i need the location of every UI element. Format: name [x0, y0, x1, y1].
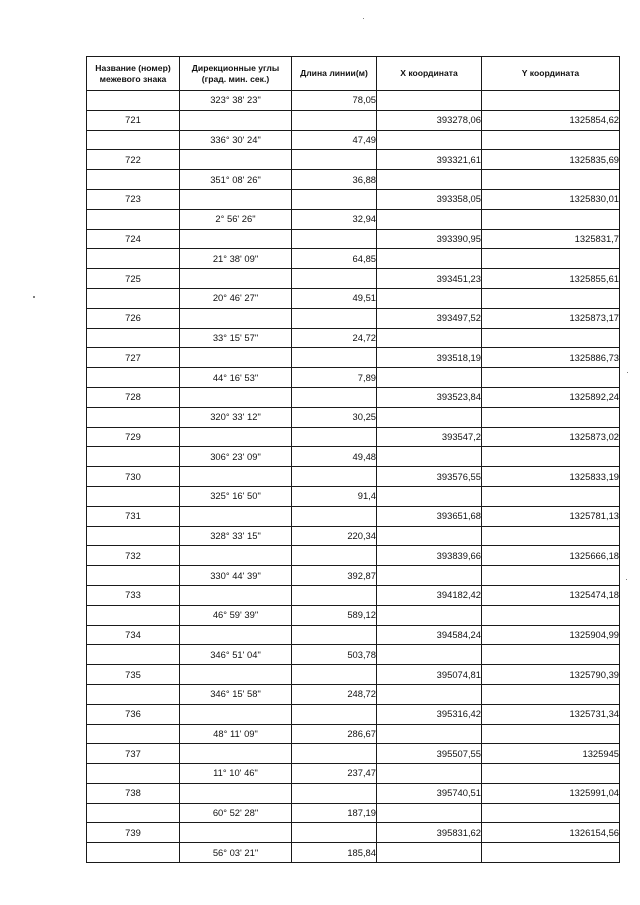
cell-mark-name — [87, 368, 180, 388]
cell-line-length — [292, 625, 377, 645]
table-row — [87, 209, 620, 229]
cell-mark-name: 733 — [87, 585, 180, 605]
cell-direction-angle — [180, 150, 292, 170]
cell-x-coordinate: 395507,55 — [377, 744, 482, 764]
scan-speck — [626, 579, 627, 580]
cell-direction-angle: 20° 46' 27" — [180, 288, 292, 308]
cell-mark-name — [87, 209, 180, 229]
cell-mark-name — [87, 130, 180, 150]
cell-x-coordinate — [377, 486, 482, 506]
cell-direction-angle — [180, 427, 292, 447]
cell-line-length — [292, 665, 377, 685]
cell-y-coordinate — [482, 209, 620, 229]
cell-mark-name: 728 — [87, 387, 180, 407]
cell-x-coordinate: 393278,06 — [377, 110, 482, 130]
cell-mark-name — [87, 724, 180, 744]
cell-direction-angle: 325° 16' 50" — [180, 486, 292, 506]
cell-direction-angle: 306° 23' 09" — [180, 447, 292, 467]
cell-x-coordinate — [377, 684, 482, 704]
table-row — [87, 189, 620, 209]
cell-x-coordinate — [377, 249, 482, 269]
cell-y-coordinate — [482, 91, 620, 111]
cell-y-coordinate — [482, 130, 620, 150]
table-header-row — [87, 57, 620, 91]
cell-x-coordinate: 394584,24 — [377, 625, 482, 645]
cell-line-length: 503,78 — [292, 645, 377, 665]
cell-mark-name: 727 — [87, 348, 180, 368]
cell-mark-name: 734 — [87, 625, 180, 645]
cell-line-length: 49,51 — [292, 288, 377, 308]
cell-direction-angle — [180, 744, 292, 764]
table-row — [87, 645, 620, 665]
cell-y-coordinate — [482, 684, 620, 704]
cell-line-length: 187,19 — [292, 803, 377, 823]
cell-mark-name: 731 — [87, 506, 180, 526]
cell-y-coordinate — [482, 605, 620, 625]
cell-y-coordinate — [482, 447, 620, 467]
cell-x-coordinate: 395740,51 — [377, 783, 482, 803]
table-row — [87, 764, 620, 784]
table-row — [87, 744, 620, 764]
cell-line-length: 248,72 — [292, 684, 377, 704]
cell-y-coordinate — [482, 843, 620, 863]
table-row — [87, 150, 620, 170]
cell-x-coordinate — [377, 843, 482, 863]
table-row — [87, 229, 620, 249]
cell-direction-angle — [180, 625, 292, 645]
table-row — [87, 170, 620, 190]
cell-direction-angle — [180, 110, 292, 130]
cell-mark-name: 736 — [87, 704, 180, 724]
table-row — [87, 585, 620, 605]
cell-x-coordinate: 393651,68 — [377, 506, 482, 526]
table-row — [87, 427, 620, 447]
table-row — [87, 328, 620, 348]
cell-x-coordinate — [377, 645, 482, 665]
cell-x-coordinate: 395074,81 — [377, 665, 482, 685]
table-row — [87, 308, 620, 328]
cell-line-length: 91,4 — [292, 486, 377, 506]
cell-direction-angle: 346° 15' 58" — [180, 684, 292, 704]
table-row — [87, 368, 620, 388]
cell-y-coordinate — [482, 566, 620, 586]
cell-mark-name — [87, 91, 180, 111]
cell-y-coordinate: 1325790,39 — [482, 665, 620, 685]
cell-x-coordinate: 395316,42 — [377, 704, 482, 724]
cell-mark-name — [87, 407, 180, 427]
cell-x-coordinate: 395831,62 — [377, 823, 482, 843]
table-row — [87, 823, 620, 843]
table-body — [87, 91, 620, 863]
cell-line-length — [292, 585, 377, 605]
cell-line-length — [292, 348, 377, 368]
cell-mark-name: 739 — [87, 823, 180, 843]
cell-x-coordinate: 393576,55 — [377, 467, 482, 487]
cell-line-length — [292, 150, 377, 170]
cell-direction-angle — [180, 585, 292, 605]
cell-x-coordinate — [377, 447, 482, 467]
cell-y-coordinate: 1325474,18 — [482, 585, 620, 605]
cell-direction-angle: 33° 15' 57" — [180, 328, 292, 348]
table-row — [87, 605, 620, 625]
cell-x-coordinate — [377, 566, 482, 586]
cell-x-coordinate — [377, 368, 482, 388]
cell-line-length: 7,89 — [292, 368, 377, 388]
cell-x-coordinate — [377, 724, 482, 744]
cell-mark-name — [87, 328, 180, 348]
cell-mark-name — [87, 645, 180, 665]
cell-line-length: 78,05 — [292, 91, 377, 111]
cell-direction-angle — [180, 189, 292, 209]
cell-x-coordinate: 393839,66 — [377, 546, 482, 566]
cell-direction-angle: 336° 30' 24" — [180, 130, 292, 150]
cell-line-length: 49,48 — [292, 447, 377, 467]
table-row — [87, 486, 620, 506]
cell-y-coordinate: 1325892,24 — [482, 387, 620, 407]
cell-line-length: 30,25 — [292, 407, 377, 427]
cell-mark-name: 729 — [87, 427, 180, 447]
cell-line-length: 237,47 — [292, 764, 377, 784]
table-row — [87, 407, 620, 427]
cell-x-coordinate — [377, 803, 482, 823]
cell-y-coordinate — [482, 170, 620, 190]
cell-direction-angle: 320° 33' 12" — [180, 407, 292, 427]
cell-mark-name: 723 — [87, 189, 180, 209]
cell-x-coordinate — [377, 288, 482, 308]
cell-y-coordinate — [482, 328, 620, 348]
cell-mark-name: 726 — [87, 308, 180, 328]
table-row — [87, 91, 620, 111]
cell-line-length — [292, 506, 377, 526]
cell-line-length — [292, 783, 377, 803]
cell-mark-name — [87, 447, 180, 467]
cell-x-coordinate — [377, 91, 482, 111]
table-row — [87, 843, 620, 863]
table-row — [87, 546, 620, 566]
cell-direction-angle — [180, 783, 292, 803]
cell-line-length: 36,88 — [292, 170, 377, 190]
cell-line-length: 589,12 — [292, 605, 377, 625]
cell-line-length — [292, 110, 377, 130]
cell-y-coordinate: 1325833,19 — [482, 467, 620, 487]
cell-y-coordinate: 1326154,56 — [482, 823, 620, 843]
cell-line-length: 24,72 — [292, 328, 377, 348]
table-row — [87, 110, 620, 130]
cell-direction-angle — [180, 823, 292, 843]
cell-mark-name — [87, 288, 180, 308]
cell-y-coordinate: 1325945 — [482, 744, 620, 764]
cell-mark-name: 724 — [87, 229, 180, 249]
table-row — [87, 467, 620, 487]
cell-y-coordinate — [482, 764, 620, 784]
cell-direction-angle: 44° 16' 53" — [180, 368, 292, 388]
cell-y-coordinate: 1325854,62 — [482, 110, 620, 130]
table-row — [87, 526, 620, 546]
cell-mark-name: 735 — [87, 665, 180, 685]
cell-y-coordinate — [482, 249, 620, 269]
cell-mark-name: 732 — [87, 546, 180, 566]
cell-mark-name — [87, 566, 180, 586]
table-row — [87, 506, 620, 526]
table-row — [87, 803, 620, 823]
cell-mark-name — [87, 803, 180, 823]
cell-y-coordinate: 1325781,13 — [482, 506, 620, 526]
cell-mark-name: 721 — [87, 110, 180, 130]
cell-line-length — [292, 387, 377, 407]
cell-x-coordinate: 393358,05 — [377, 189, 482, 209]
table-row — [87, 348, 620, 368]
cell-x-coordinate: 393547,2 — [377, 427, 482, 447]
table-row — [87, 566, 620, 586]
table-row — [87, 724, 620, 744]
cell-line-length: 286,67 — [292, 724, 377, 744]
cell-line-length — [292, 704, 377, 724]
cell-line-length: 392,87 — [292, 566, 377, 586]
cell-line-length: 64,85 — [292, 249, 377, 269]
cell-mark-name — [87, 170, 180, 190]
cell-line-length: 185,84 — [292, 843, 377, 863]
cell-line-length — [292, 229, 377, 249]
cell-mark-name — [87, 486, 180, 506]
cell-x-coordinate — [377, 764, 482, 784]
cell-x-coordinate — [377, 130, 482, 150]
cell-y-coordinate: 1325666,18 — [482, 546, 620, 566]
cell-line-length: 220,34 — [292, 526, 377, 546]
cell-mark-name — [87, 526, 180, 546]
cell-y-coordinate — [482, 368, 620, 388]
table-row — [87, 625, 620, 645]
table-row — [87, 249, 620, 269]
header-x-coordinate: X координата — [377, 57, 482, 91]
cell-direction-angle: 46° 59' 39" — [180, 605, 292, 625]
cell-x-coordinate — [377, 328, 482, 348]
cell-direction-angle: 56° 03' 21" — [180, 843, 292, 863]
cell-y-coordinate: 1325731,34 — [482, 704, 620, 724]
header-y-coordinate: Y координата — [482, 57, 620, 91]
cell-line-length — [292, 823, 377, 843]
scan-speck — [363, 18, 364, 19]
cell-y-coordinate — [482, 724, 620, 744]
cell-x-coordinate — [377, 605, 482, 625]
boundary-coordinates-table — [86, 56, 620, 863]
cell-direction-angle: 11° 10' 46" — [180, 764, 292, 784]
cell-direction-angle — [180, 467, 292, 487]
cell-mark-name: 737 — [87, 744, 180, 764]
cell-line-length — [292, 308, 377, 328]
cell-direction-angle — [180, 665, 292, 685]
cell-line-length — [292, 269, 377, 289]
cell-x-coordinate — [377, 526, 482, 546]
table-row — [87, 288, 620, 308]
cell-mark-name: 730 — [87, 467, 180, 487]
table-row — [87, 684, 620, 704]
cell-y-coordinate — [482, 526, 620, 546]
cell-line-length — [292, 189, 377, 209]
cell-line-length: 47,49 — [292, 130, 377, 150]
header-mark-name: Название (номер) межевого знака — [87, 57, 180, 91]
cell-direction-angle — [180, 387, 292, 407]
cell-x-coordinate: 394182,42 — [377, 585, 482, 605]
table-row — [87, 447, 620, 467]
cell-y-coordinate — [482, 407, 620, 427]
cell-y-coordinate: 1325855,61 — [482, 269, 620, 289]
table-row — [87, 665, 620, 685]
cell-y-coordinate: 1325886,73 — [482, 348, 620, 368]
cell-direction-angle: 2° 56' 26" — [180, 209, 292, 229]
cell-direction-angle: 346° 51' 04" — [180, 645, 292, 665]
cell-y-coordinate — [482, 803, 620, 823]
cell-direction-angle: 351° 08' 26" — [180, 170, 292, 190]
table-row — [87, 704, 620, 724]
cell-line-length — [292, 744, 377, 764]
cell-y-coordinate — [482, 645, 620, 665]
cell-line-length — [292, 427, 377, 447]
cell-direction-angle: 323° 38' 23" — [180, 91, 292, 111]
cell-direction-angle — [180, 546, 292, 566]
cell-direction-angle: 330° 44' 39" — [180, 566, 292, 586]
cell-mark-name — [87, 843, 180, 863]
header-direction-angle: Дирекционные углы (град. мин. сек.) — [180, 57, 292, 91]
cell-y-coordinate: 1325991,04 — [482, 783, 620, 803]
cell-direction-angle — [180, 506, 292, 526]
cell-x-coordinate — [377, 407, 482, 427]
cell-y-coordinate: 1325830,01 — [482, 189, 620, 209]
cell-mark-name — [87, 684, 180, 704]
cell-mark-name — [87, 605, 180, 625]
cell-direction-angle — [180, 269, 292, 289]
cell-y-coordinate — [482, 486, 620, 506]
cell-line-length: 32,94 — [292, 209, 377, 229]
cell-y-coordinate: 1325835,69 — [482, 150, 620, 170]
table-row — [87, 387, 620, 407]
cell-x-coordinate: 393518,19 — [377, 348, 482, 368]
cell-x-coordinate: 393451,23 — [377, 269, 482, 289]
cell-mark-name: 725 — [87, 269, 180, 289]
cell-mark-name: 738 — [87, 783, 180, 803]
cell-direction-angle — [180, 308, 292, 328]
cell-x-coordinate: 393497,52 — [377, 308, 482, 328]
scan-speck — [627, 372, 628, 373]
cell-x-coordinate — [377, 209, 482, 229]
cell-x-coordinate: 393523,84 — [377, 387, 482, 407]
cell-direction-angle: 60° 52' 28" — [180, 803, 292, 823]
cell-y-coordinate: 1325831,7 — [482, 229, 620, 249]
cell-x-coordinate — [377, 170, 482, 190]
cell-mark-name: 722 — [87, 150, 180, 170]
cell-mark-name — [87, 249, 180, 269]
cell-x-coordinate: 393390,95 — [377, 229, 482, 249]
cell-mark-name — [87, 764, 180, 784]
table-row — [87, 783, 620, 803]
cell-direction-angle: 328° 33' 15" — [180, 526, 292, 546]
table-row — [87, 130, 620, 150]
cell-direction-angle — [180, 704, 292, 724]
cell-y-coordinate: 1325873,02 — [482, 427, 620, 447]
table-row — [87, 269, 620, 289]
cell-direction-angle: 48° 11' 09" — [180, 724, 292, 744]
cell-y-coordinate — [482, 288, 620, 308]
header-line-length: Длина линии(м) — [292, 57, 377, 91]
cell-y-coordinate: 1325904,99 — [482, 625, 620, 645]
scan-speck — [33, 296, 35, 298]
cell-line-length — [292, 546, 377, 566]
cell-x-coordinate: 393321,61 — [377, 150, 482, 170]
cell-direction-angle: 21° 38' 09" — [180, 249, 292, 269]
cell-direction-angle — [180, 229, 292, 249]
cell-line-length — [292, 467, 377, 487]
cell-direction-angle — [180, 348, 292, 368]
cell-y-coordinate: 1325873,17 — [482, 308, 620, 328]
